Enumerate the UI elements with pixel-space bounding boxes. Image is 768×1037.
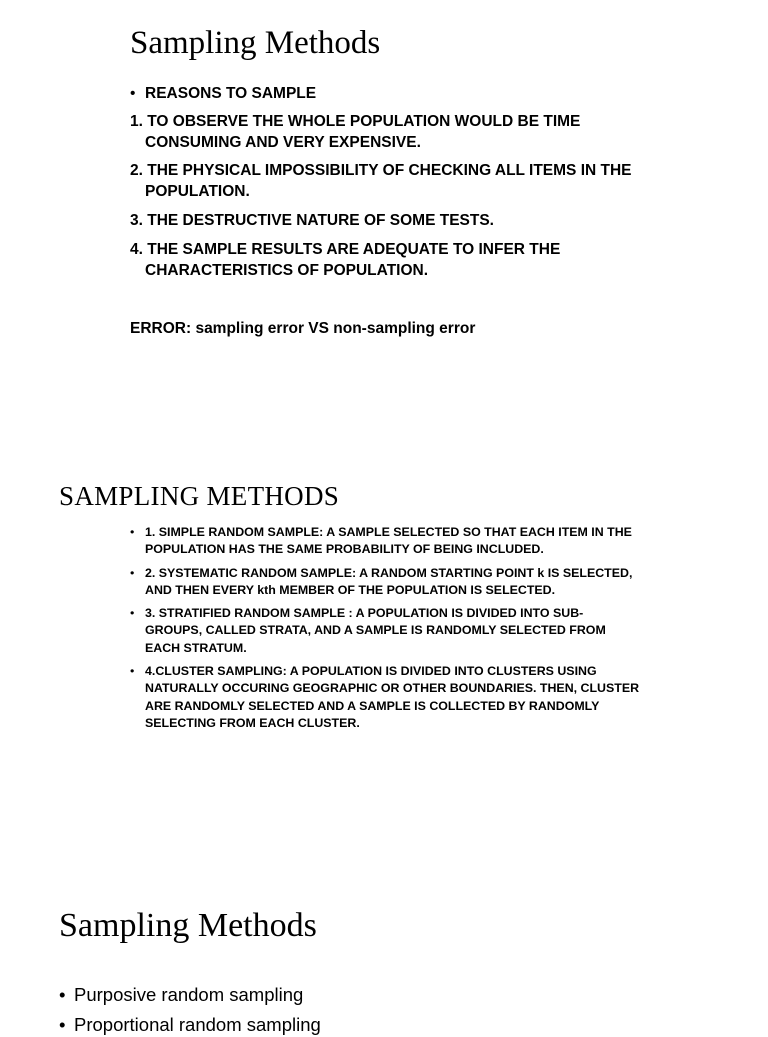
method-text: Purposive random sampling [74,984,304,1005]
method-text: 2. SYSTEMATIC RANDOM SAMPLE: A RANDOM STARTING POINT k IS SELECTED, AND THEN EVERY kth MEMBER OF THE POPULATION IS SELECTED. [145,565,633,597]
list-item [130,565,640,600]
reason-item-4: 4. THE SAMPLE RESULTS ARE ADEQUATE TO INFER THE CHARACTERISTICS OF POPULATION. [130,241,561,279]
slide-2-title: SAMPLING METHODS [59,481,340,511]
list-item [59,983,303,1007]
list-item [130,524,640,559]
list-item [130,605,640,657]
reason-item-1: 1. TO OBSERVE THE WHOLE POPULATION WOULD BE TIME CONSUMING AND VERY EXPENSIVE. [130,113,581,151]
reasons-heading [130,83,630,104]
list-item [59,1013,321,1037]
bullet-icon: • [130,664,135,679]
sampling-methods-list [130,524,640,738]
bullet-icon: • [130,565,135,580]
method-text: 4.CLUSTER SAMPLING: A POPULATION IS DIVIDED INTO CLUSTERS USING NATURALLY OCCURING GEOGRAPHIC OR OTHER BOUNDARIES. THEN, CLUSTER ARE RANDOMLY SELECTED AND A SAMPLE IS COLLECTED BY RANDOMLY SELECTING FROM EACH CLUSTER. [145,664,640,730]
slide-3-title: Sampling Methods [59,907,317,944]
reason-item-3: 3. THE DESTRUCTIVE NATURE OF SOME TESTS. [130,212,494,229]
bullet-icon: • [130,606,135,621]
bullet-icon: • [59,984,66,1005]
bullet-icon: • [130,525,135,539]
bullet-icon: • [130,85,136,102]
method-text: 1. SIMPLE RANDOM SAMPLE: A SAMPLE SELECTED SO THAT EACH ITEM IN THE POPULATION HAS THE SAME PROBABILITY OF BEING INCLUDED. [145,525,632,557]
error-note: ERROR: sampling error VS non-sampling error [130,320,476,337]
reasons-heading-text: REASONS TO SAMPLE [145,85,317,102]
bullet-icon: • [59,1014,66,1035]
list-item [130,663,640,732]
slide-1-title: Sampling Methods [130,25,381,61]
method-text: 3. STRATIFIED RANDOM SAMPLE : A POPULATION IS DIVIDED INTO SUB-GROUPS, CALLED STRATA, AND A SAMPLE IS RANDOMLY SELECTED FROM EACH STRATUM. [145,606,606,655]
method-text: Proportional random sampling [74,1014,321,1035]
reason-item-2: 2. THE PHYSICAL IMPOSSIBILITY OF CHECKING ALL ITEMS IN THE POPULATION. [130,162,632,200]
